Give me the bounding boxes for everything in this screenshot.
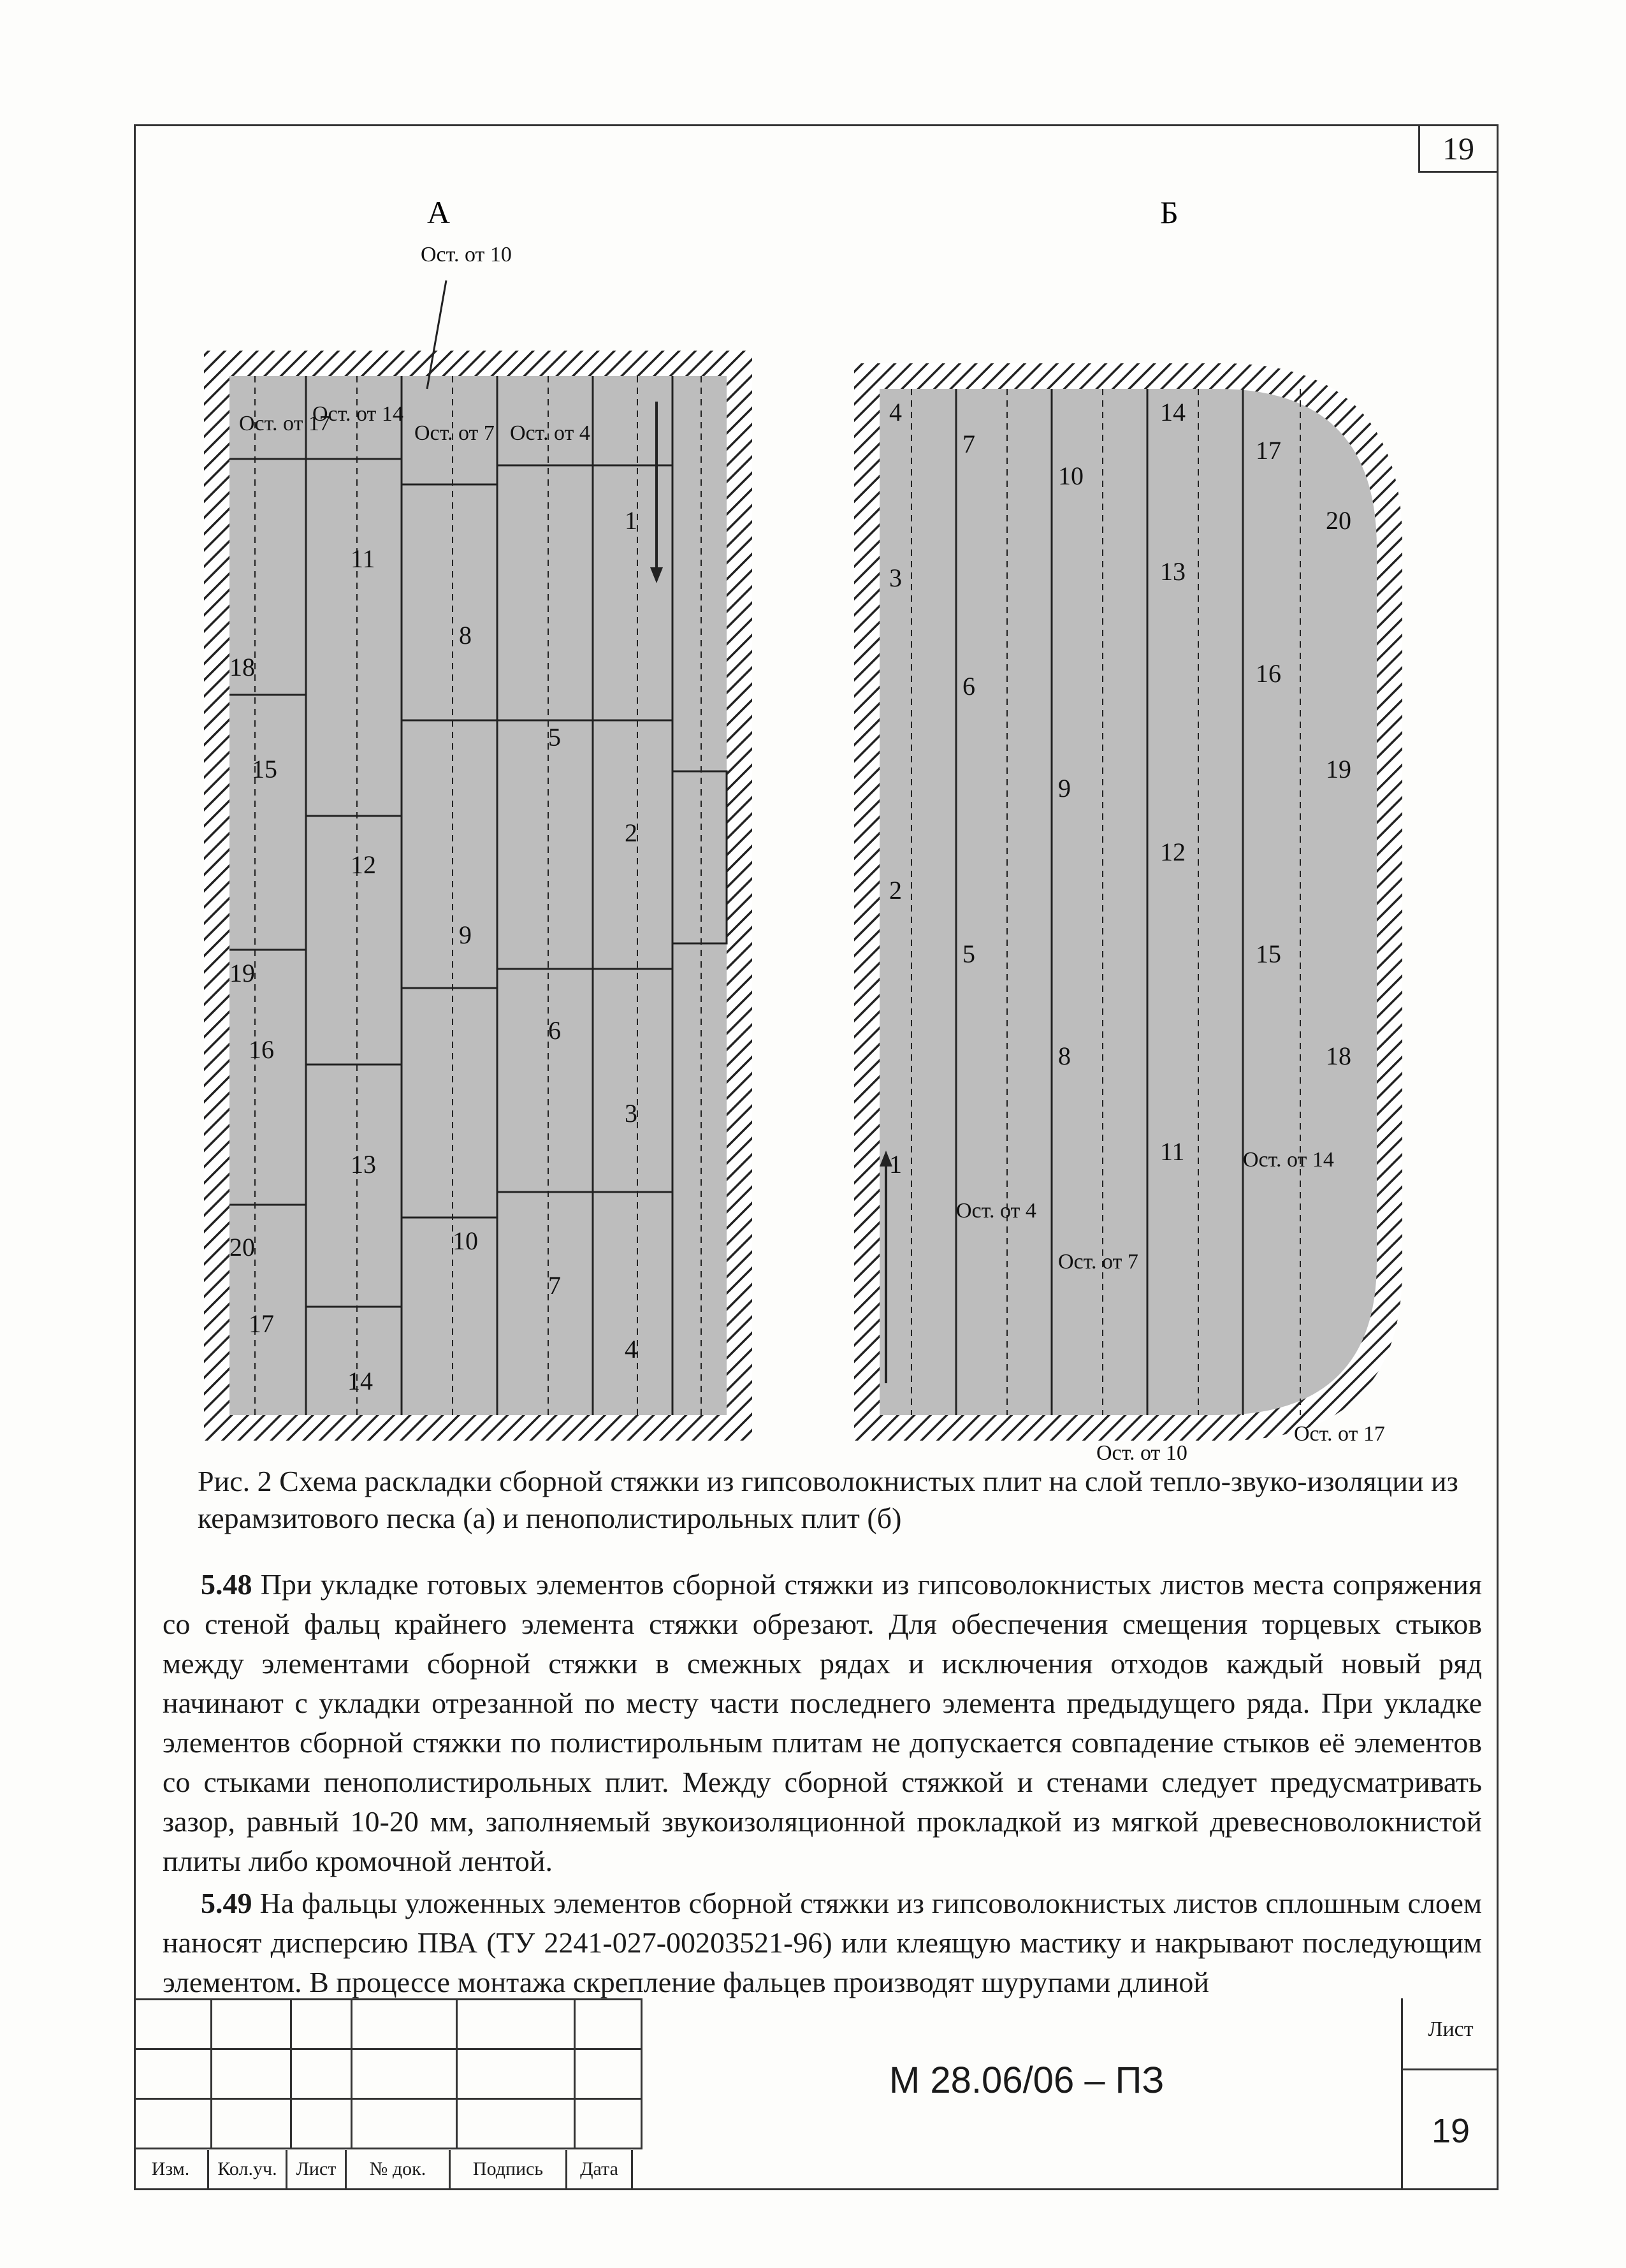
scheme-a (204, 194, 752, 1441)
b-offcut-7: Ост. от 7 (1058, 1250, 1138, 1274)
a-num-18: 18 (229, 653, 255, 681)
a-num-10: 10 (453, 1226, 478, 1255)
b-num-8: 8 (1058, 1042, 1071, 1070)
stamp-grid (134, 1998, 642, 2149)
sheet-label: Лист (1428, 2017, 1474, 2041)
a-num-3: 3 (625, 1099, 637, 1128)
scheme-b-label: Б (1160, 194, 1179, 230)
a-num-14: 14 (347, 1367, 373, 1395)
b-num-20: 20 (1326, 506, 1351, 535)
stamp-col-kol: Кол.уч. (209, 2150, 287, 2188)
b-num-9: 9 (1058, 774, 1071, 803)
a-num-2: 2 (625, 818, 637, 847)
a-num-7: 7 (548, 1271, 561, 1300)
scheme-b (854, 194, 1402, 1460)
b-num-4: 4 (889, 398, 902, 426)
document-code: М 28.06/06 – ПЗ (889, 2060, 1165, 2101)
a-num-16: 16 (249, 1035, 274, 1064)
a-offcut-10: Ост. от 10 (421, 243, 512, 266)
a-num-6: 6 (548, 1016, 561, 1045)
b-num-11: 11 (1160, 1137, 1185, 1166)
sheet-box (1401, 1998, 1499, 2188)
b-num-15: 15 (1256, 940, 1281, 968)
a-num-12: 12 (351, 850, 376, 879)
b-num-2: 2 (889, 876, 902, 905)
a-offcut-17: Ост. от 17 (239, 412, 330, 435)
body-text (163, 1565, 1482, 2005)
stamp-col-sign: Подпись (451, 2150, 567, 2188)
b-num-6: 6 (962, 672, 975, 701)
floor-screed-layout-figure (178, 185, 1492, 1460)
paragraph-5-48: 5.48 При укладке готовых элементов сборной стяжки из гипсоволокнистых листов места сопряжения со стеной фальц крайнего элемента стяжки обрезают. Для обеспечения смещения торцевых стыков между элементами сборной стяжки в смежных рядах и исключения отходов каждый новый ряд начинают с укладки отрезанной по месту части последнего элемента предыдущего ряда. При укладке элементов сборной стяжки по полистирольным плитам не допускается совпадение стыков её элементов со стыками пенополистирольных плит. Между сборной стяжкой и стенами следует предусматривать зазор, равный 10-20 мм, заполняемый звукоизоляционной прокладкой из мягкой древесноволокнистой плиты либо кромочной лентой. (163, 1568, 1482, 1877)
stamp-col-izm: Изм. (134, 2150, 209, 2188)
b-num-14: 14 (1160, 398, 1186, 426)
stamp-col-date: Дата (567, 2150, 633, 2188)
a-num-13: 13 (351, 1150, 376, 1179)
b-num-16: 16 (1256, 659, 1281, 688)
b-num-18: 18 (1326, 1042, 1351, 1070)
b-num-7: 7 (962, 430, 975, 458)
b-num-12: 12 (1160, 838, 1186, 866)
a-num-5: 5 (548, 723, 561, 752)
b-num-5: 5 (962, 940, 975, 968)
b-num-3: 3 (889, 563, 902, 592)
stamp-col-list: Лист (287, 2150, 347, 2188)
a-offcut-7: Ост. от 7 (414, 421, 495, 445)
a-num-1: 1 (625, 506, 637, 535)
a-num-20: 20 (229, 1233, 255, 1261)
a-num-4: 4 (625, 1335, 637, 1363)
sheet-number: 19 (1403, 2068, 1499, 2192)
a-offcut-14: Ост. от 14 (312, 402, 403, 426)
a-num-19: 19 (229, 959, 255, 987)
a-num-11: 11 (351, 544, 375, 573)
a-num-9: 9 (459, 920, 472, 949)
a-num-8: 8 (459, 621, 472, 650)
b-num-17: 17 (1256, 436, 1281, 465)
b-offcut-4: Ост. от 4 (956, 1199, 1036, 1223)
stamp-col-doc: № док. (347, 2150, 451, 2188)
b-num-19: 19 (1326, 755, 1351, 783)
b-num-13: 13 (1160, 557, 1186, 586)
a-num-17: 17 (249, 1309, 274, 1338)
scheme-a-label: А (427, 194, 451, 230)
title-block (134, 1998, 1499, 2188)
b-num-1: 1 (889, 1150, 902, 1179)
b-num-10: 10 (1058, 462, 1084, 490)
b-offcut-14: Ост. от 14 (1243, 1148, 1334, 1172)
stamp-column-labels (134, 2150, 633, 2188)
paragraph-5-49: 5.49 На фальцы уложенных элементов сборной стяжки из гипсоволокнистых листов сплошным слоем наносят дисперсию ПВА (ТУ 2241-027-00203521-96) или клеящую мастику и накрывают последующим элементом. В процессе монтажа скрепление фальцев производят шурупами длиной (163, 1887, 1483, 1998)
a-num-15: 15 (252, 755, 277, 783)
b-offcut-10: Ост. от 10 (1096, 1441, 1187, 1460)
page-number: 19 (1418, 126, 1497, 173)
a-offcut-4: Ост. от 4 (510, 421, 590, 445)
b-offcut-17: Ост. от 17 (1294, 1422, 1385, 1446)
figure-caption: Рис. 2 Схема раскладки сборной стяжки из гипсоволокнистых плит на слой тепло-звуко-изоляции из керамзитового песка (а) и пенополистирольных плит (б) (198, 1465, 1458, 1534)
